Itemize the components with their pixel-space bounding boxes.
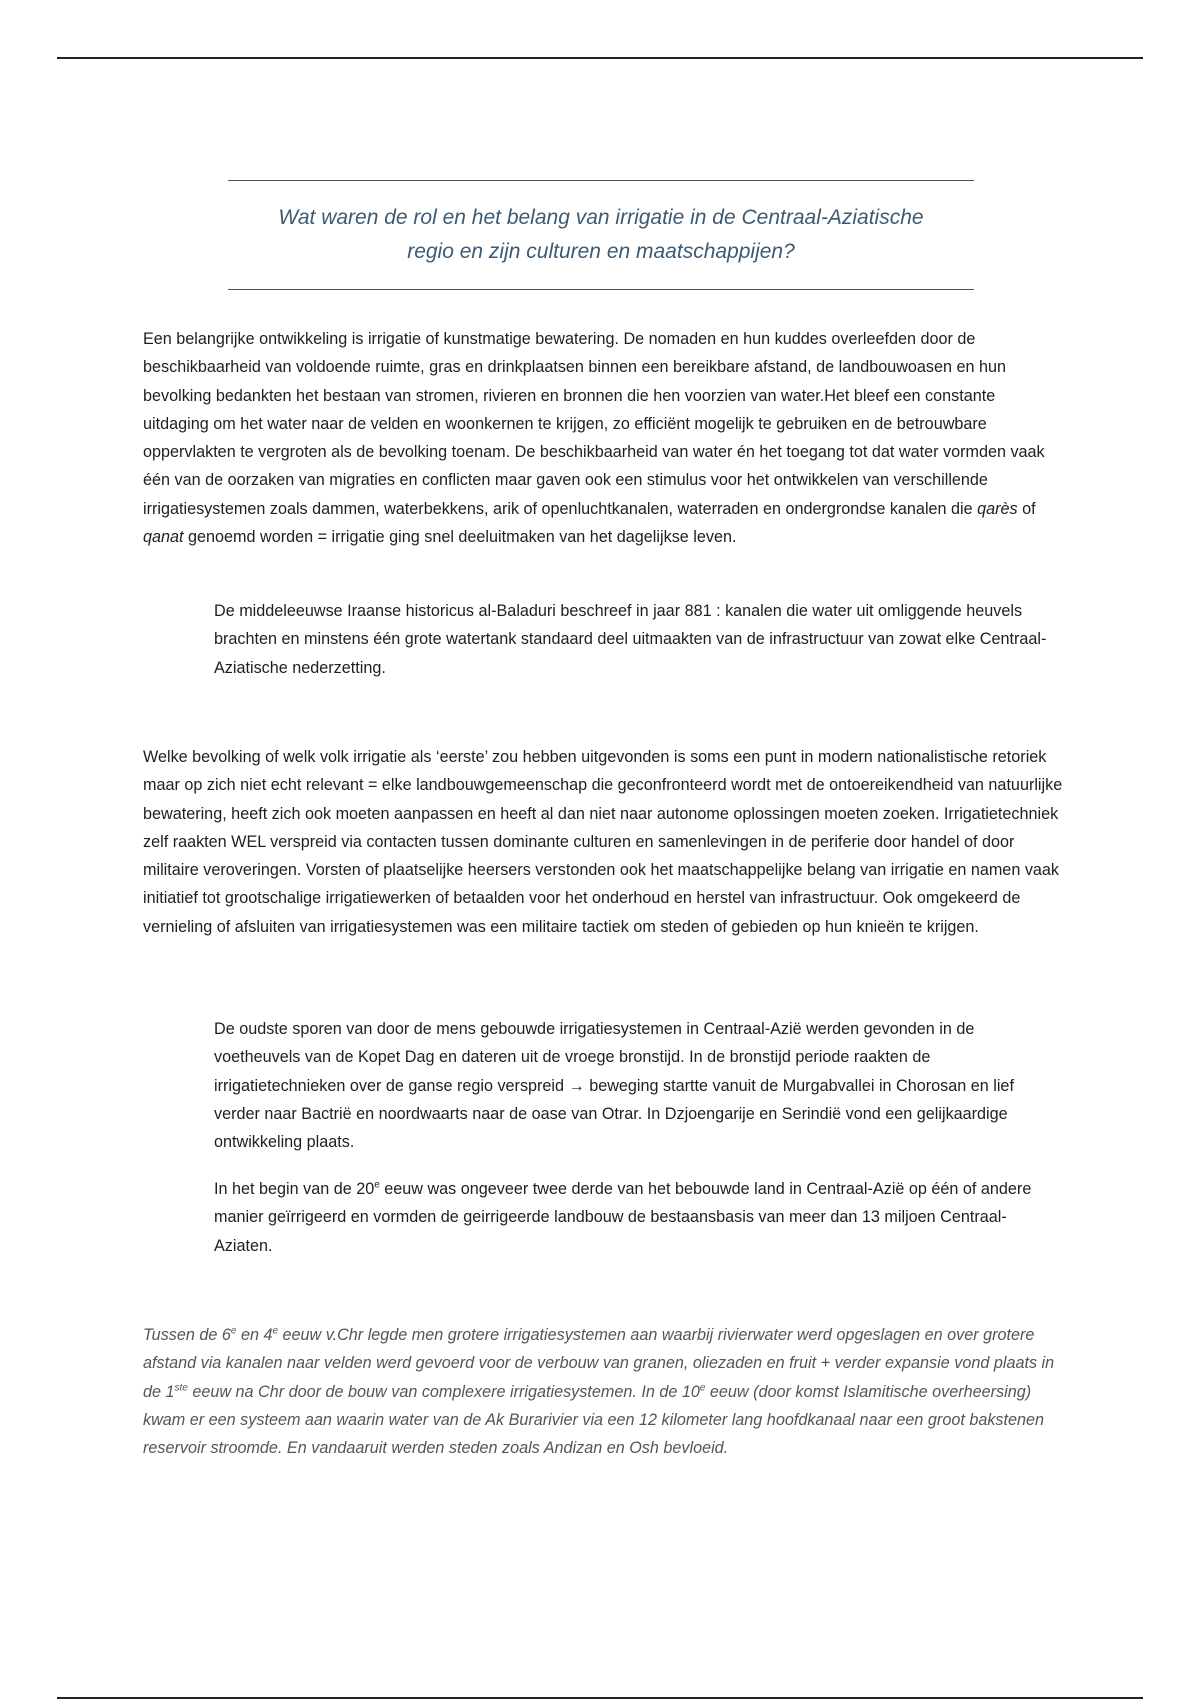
baladuri-paragraph: De middeleeuwse Iraanse historicus al-Baladuri beschreef in jaar 881 : kanalen die water uit omliggende heuvels brachten en minstens één grote watertank standaard deel uitmaakten van de infrastructuur van zowat elke Centraal-Aziatische nederzetting.: [214, 602, 1047, 677]
p6-sup-2: e: [272, 1325, 279, 1337]
title-line-1: Wat waren de rol en het belang van irrigatie in de Centraal-Aziatische: [278, 206, 924, 229]
term-qares: qarès: [977, 499, 1018, 518]
intro-text-b: of: [1017, 499, 1036, 518]
p6-sup-3: ste: [174, 1382, 188, 1394]
p6-sup-1: e: [230, 1325, 237, 1337]
title-block: [228, 180, 974, 290]
p6-text-d: eeuw na Chr door de bouw van complexere irrigatiesystemen. In de 10: [187, 1382, 700, 1401]
page-bottom-rule: [57, 1697, 1143, 1699]
oldest-traces-paragraph: De oudste sporen van door de mens gebouwde irrigatiesystemen in Centraal-Azië werden gevonden in de voetheuvels van de Kopet Dag en dateren uit de vroege bronstijd. In de bronstijd periode raakten de irrigatietechnieken over de ganse regio verspreid → beweging startte vanuit de Murgabvallei in Chorosan en lief verder naar Bactrië en noordwaarts naar de oase van Otrar. In Dzjoengarije en Serindië vond een gelijkaardige ontwikkeling plaats.: [214, 1020, 1014, 1152]
history-italic-paragraph: [143, 1321, 1063, 1462]
title-line-2: regio en zijn culturen en maatschappijen?: [407, 240, 795, 263]
page-title: [268, 201, 933, 269]
p5-text-a: In het begin van de 20: [214, 1180, 375, 1198]
invention-paragraph: Welke bevolking of welk volk irrigatie als ‘eerste’ zou hebben uitgevonden is soms een punt in modern nationalistische retoriek maar op zich niet echt relevant = elke landbouwgemeenschap die geconfronteerd wordt met de ontoereikendheid van natuurlijke bewatering, heeft zich ook moeten aanpassen en heeft al dan niet naar autonome oplossingen moeten zoeken. Irrigatietechniek zelf raakten WEL verspreid via contacten tussen dominante culturen en samenlevingen in de periferie door handel of door militaire veroveringen. Vorsten of plaatselijke heersers verstonden ook het maatschappelijke belang van irrigatie en namen vaak initiatief tot grootschalige irrigatiewerken of betaalden voor het onderhoud en herstel van infrastructuur. Ook omgekeerd de vernieling of afsluiten van irrigatiesystemen was een militaire tactiek om steden of gebieden op hun knieën te krijgen.: [143, 748, 1063, 936]
intro-text-c: genoemd worden = irrigatie ging snel deeluitmaken van het dagelijkse leven.: [183, 528, 737, 547]
intro-paragraph: [143, 325, 1063, 551]
p6-text-e: eeuw (door komst Islamitische overheersing) kwam er een systeem aan waarin water van de Ak Burarivier via een 12 kilometer lang hoofdkanaal naar een groot bakstenen reservoir stroomde. En vandaaruit werden steden zoals Andizan en Osh bevloeid.: [143, 1382, 1045, 1458]
p6-text-a: Tussen de 6: [143, 1326, 231, 1344]
p6-text-b: en 4: [236, 1326, 273, 1344]
page-top-rule: [57, 57, 1143, 59]
p5-sup-1: e: [374, 1179, 380, 1191]
term-qanat: qanat: [143, 528, 184, 547]
p6-text-c: eeuw v.Chr legde men grotere irrigatiesystemen aan waarbij rivierwater werd opgeslagen en over grotere afstand via kanalen naar velden werd gevoerd voor de verbouw van granen, oliezaden en fruit + verder expansie vond plaats in de 1: [143, 1326, 1055, 1401]
intro-text-a: Een belangrijke ontwikkeling is irrigatie of kunstmatige bewatering. De nomaden en hun kuddes overleefden door de beschikbaarheid van voldoende ruimte, gras en drinkplaatsen binnen een bereikbare afstand, de landbouwoasen en hun bevolking bedankten het bestaan van stromen, rivieren en bronnen die hen voorzien van water.Het bleef een constante uitdaging om het water naar de velden en woonkernen te krijgen, zo efficiënt mogelijk te gebruiken en de betrouwbare oppervlakten te vergroten als de bevolking toenam. De beschikbaarheid van water én het toegang tot dat water vormden vaak één van de oorzaken van migraties en conflicten maar gaven ook een stimulus voor het ontwikkelen van verschillende irrigatiesystemen zoals dammen, waterbekkens, arik of openluchtkanalen, waterraden en ondergrondse kanalen die: [143, 330, 1045, 518]
p6-sup-4: e: [699, 1382, 706, 1394]
p5-text-b: eeuw was ongeveer twee derde van het bebouwde land in Centraal-Azië op één of andere manier geïrrigeerd en vormden de geirrigeerde landbouw de bestaansbasis van meer dan 13 miljoen Centraal-Aziaten.: [214, 1180, 1032, 1255]
twentieth-century-paragraph: [214, 1175, 1064, 1260]
